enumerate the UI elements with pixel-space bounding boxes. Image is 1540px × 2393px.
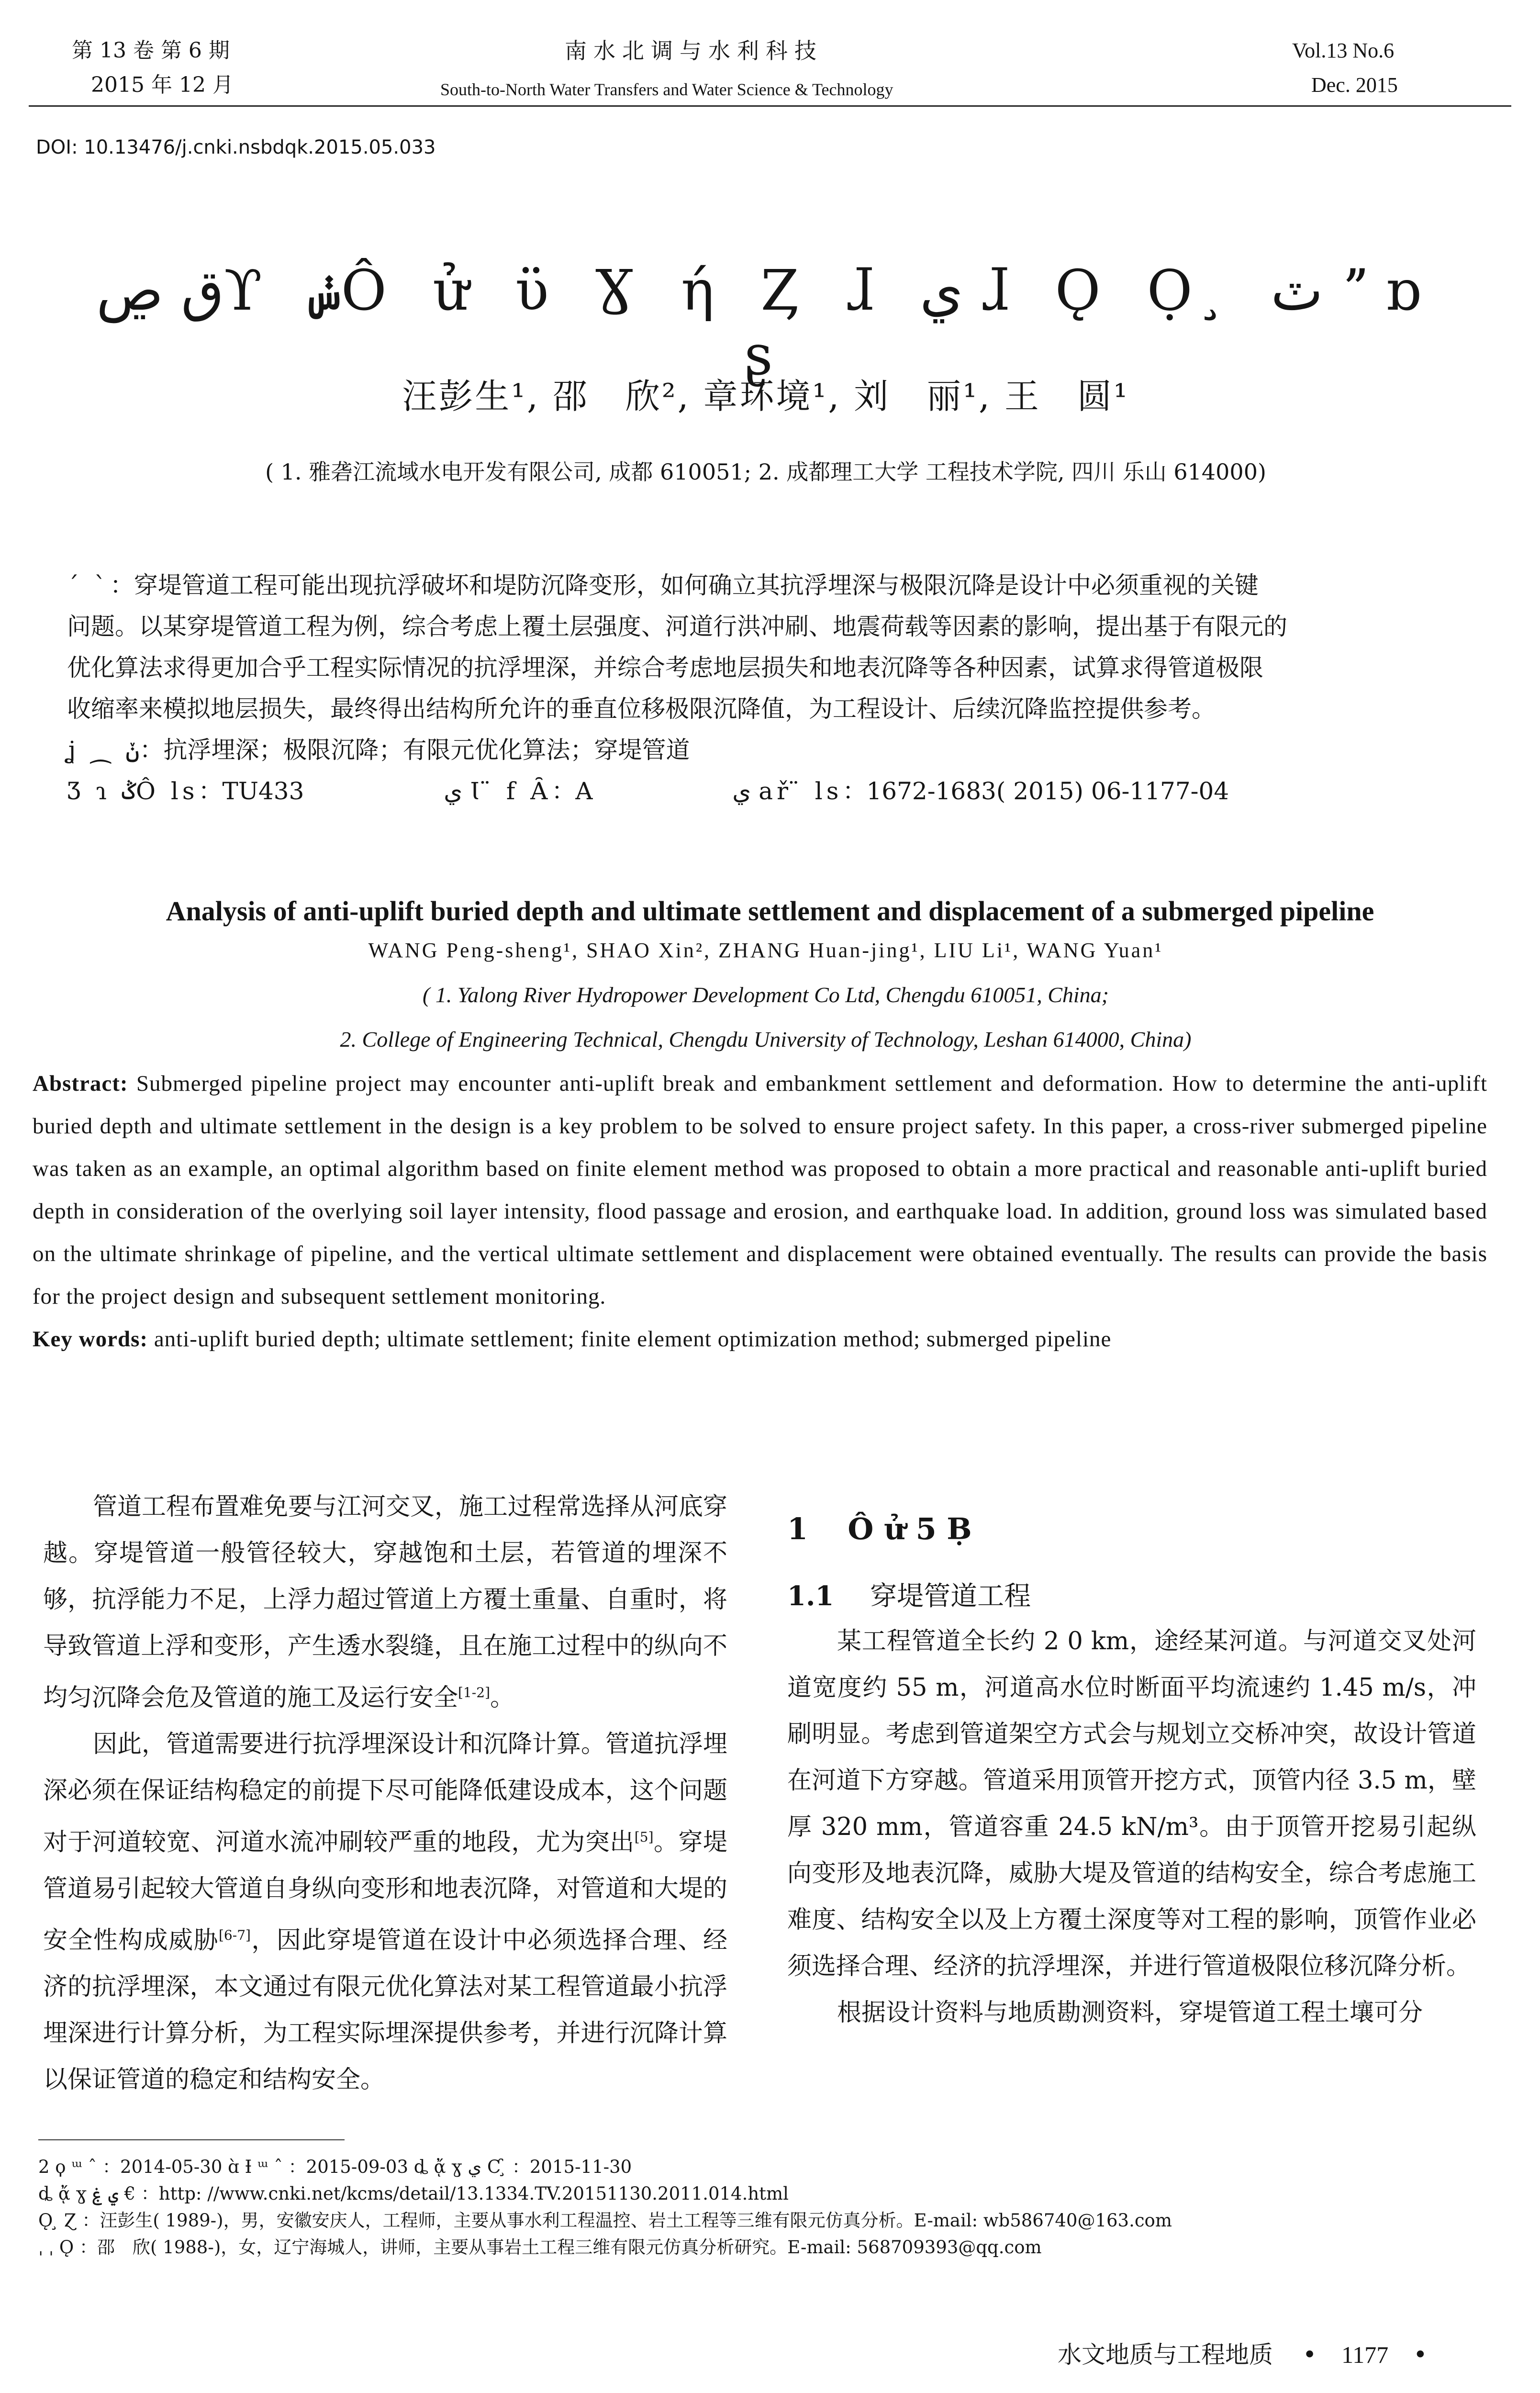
article-id: ：1672-1683( 2015) 06-1177-04 bbox=[842, 777, 1229, 805]
body-paragraph: 因此，管道需要进行抗浮埋深设计和沉降计算。管道抗浮埋深必须在保证结构稳定的前提下尽可能降低建设成本，这个问题对于河道较宽、河道水流冲刷较严重的地段，尤为突出[5]。穿堤管道易引起较大管道自身纵向变形和地表沉降，对管道和大堤的安全性构成威胁[6-7]，因此穿堤管道在设计中必须选择合理、经济的抗浮埋深，本文通过有限元优化算法对某工程管道最小抗浮埋深进行计算分析，为工程实际埋深提供参考，并进行沉降计算以保证管道的稳定和结构安全。 bbox=[43, 1730, 728, 2094]
citation: [5] bbox=[634, 1829, 654, 1845]
abstract-en-text: Submerged pipeline project may encounter anti-uplift break and embankment settlement and deformation. How to determine the anti-uplift buried depth and ultimate settlement in the design is a key problem to be solved to ensure project safety. In this paper, a cross-river submerged pipeline was taken as an example, an optimal algorithm based on finite element method was proposed to obtain a more practical and reasonable anti-uplift buried depth in consideration of the overlying soil layer intensity, flood passage and erosion, and earthquake load. In addition, ground loss was simulated based on the ultimate shrinkage of pipeline, and the vertical ultimate settlement and displacement were obtained eventually. The results can provide the basis for the project design and subsequent settlement monitoring. bbox=[33, 1071, 1487, 1309]
footer-journal: 水文地质与工程地质 bbox=[1058, 2341, 1273, 2369]
abstract-en-label: Abstract: bbox=[33, 1071, 128, 1096]
footnotes bbox=[38, 2154, 1503, 2261]
footer-bullet: • bbox=[1413, 2341, 1428, 2369]
body-right-column bbox=[787, 1503, 1476, 2036]
keywords-en-label: Key words: bbox=[33, 1327, 148, 1352]
body-left-column bbox=[43, 1484, 727, 2103]
footer-bullet: • bbox=[1302, 2341, 1317, 2369]
section-1-1-number: 1.1 bbox=[787, 1580, 834, 1612]
header-journal-cn: 南水北调与水利科技 bbox=[565, 38, 823, 64]
clc-number: ：TU433 bbox=[198, 777, 304, 805]
body-paragraph: 某工程管道全长约 2 0 km，途经某河道。与河道交叉处河道宽度约 55 m，河道高水位时断面平均流速约 1.45 m/s，冲刷明显。考虑到管道架空方式会与规划立交桥冲突，故设计管道在河道下方穿越。管道采用顶管开挖方式，顶管内径 3.5 m，壁厚 320 mm，管道容重 24.5 kN/m³。由于顶管开挖易引起纵向变形及地表沉降，威胁大堤及管道的结构安全，综合考虑施工难度、结构安全以及上方覆土深度等对工程的影响，顶管作业必须选择合理、经济的抗浮埋深，并进行管道极限位移沉降分析。 bbox=[787, 1627, 1476, 1980]
abstract-cn bbox=[67, 565, 1469, 812]
article-id-label: ي ař ̈ ls bbox=[732, 777, 843, 805]
document-code: ：A bbox=[551, 777, 593, 805]
footnote-dates: 2 ϙ ᵚ ˆ ：2014-05-30 ɑ̀ Ɨ ᵚ ˆ ：2015-09-03 ȡ ᾄ ɣ ي Ƈ ̧ ：2015-11-30 bbox=[38, 2157, 632, 2177]
abstract-en bbox=[33, 1062, 1487, 1361]
header-volume-en: Vol.13 No.6 bbox=[1292, 39, 1395, 62]
page-number: 1177 bbox=[1341, 2341, 1389, 2368]
section-1-number: 1 bbox=[787, 1511, 808, 1546]
abstract-cn-line: ：穿堤管道工程可能出现抗浮破坏和堤防沉降变形，如何确立其抗浮埋深与极限沉降是设计中必须重视的关键 bbox=[110, 571, 1259, 599]
keywords-en: anti-uplift buried depth; ultimate settlement; finite element optimization method; submerged pipeline bbox=[154, 1327, 1112, 1352]
article-title-cn: ق ڝϒ ݭÔ ử ϋ Ɣ ή Ȥ ɺ ي ɺ Ǫ Ọ ̧ ٽ ˮ ɒ ʂ bbox=[96, 258, 1435, 388]
keywords-cn-label: ʝ ⁔ ݩ bbox=[67, 736, 140, 764]
citation: [1-2] bbox=[458, 1685, 491, 1700]
abstract-cn-line: 问题。以某穿堤管道工程为例，综合考虑上覆土层强度、河道行洪冲刷、地震荷载等因素的影响，提出基于有限元的 bbox=[67, 613, 1287, 640]
footnote-online-url: ȡ ᾄ ɣ ي ۼ € ：http: //www.cnki.net/kcms/detail/13.1334.TV.20151130.2011.014.html bbox=[38, 2183, 789, 2204]
citation: [6-7] bbox=[218, 1927, 251, 1943]
section-1-title: Ô ử 5 Ḅ bbox=[848, 1511, 972, 1546]
header-date-en: Dec. 2015 bbox=[1311, 73, 1398, 97]
section-1-heading bbox=[787, 1503, 1476, 1555]
body-paragraph: 管道工程布置难免要与江河交叉，施工过程常选择从河底穿越。穿堤管道一般管径较大，穿越饱和土层，若管道的埋深不够，抗浮能力不足，上浮力超过管道上方覆土重量、自重时，将导致管道上浮和变形，产生透水裂缝，且在施工过程中的纵向不均匀沉降会危及管道的施工及运行安全[1-2]。 bbox=[43, 1493, 728, 1712]
footnote-author-1: Ǫ ̧ Ɀ ：汪彭生( 1989-)，男，安徽安庆人，工程师，主要从事水利工程温控、岩土工程等三维有限元仿真分析。E-mail: wb586740@163.com bbox=[38, 2210, 1172, 2231]
abstract-cn-line: 优化算法求得更加合乎工程实际情况的抗浮埋深，并综合考虑地层损失和地表沉降等各种因素，试算求得管道极限 bbox=[67, 654, 1263, 682]
authors-cn: 汪彭生¹, 邵 欣², 章环境¹, 刘 丽¹, 王 圆¹ bbox=[402, 376, 1129, 416]
doi: DOI: 10.13476/j.cnki.nsbdqk.2015.05.033 bbox=[36, 136, 436, 158]
article-title-en: Analysis of anti-uplift buried depth and ultimate settlement and displacement of a submerged pipeline bbox=[166, 895, 1374, 927]
footnote-rule bbox=[38, 2139, 345, 2140]
section-1-1-title: 穿堤管道工程 bbox=[870, 1581, 1031, 1612]
header-date-cn: 2015 年 12 月 bbox=[91, 73, 234, 97]
affiliation-cn: ( 1. 雅砻江流域水电开发有限公司, 成都 610051; 2. 成都理工大学 工程技术学院, 四川 乐山 614000) bbox=[265, 459, 1266, 485]
header-journal-en: South-to-North Water Transfers and Water Science & Technology bbox=[440, 80, 893, 99]
abstract-cn-label: ˊ ˋ bbox=[67, 571, 110, 599]
keywords-cn: ：抗浮埋深；极限沉降；有限元优化算法；穿堤管道 bbox=[139, 736, 690, 764]
page-footer bbox=[1058, 2336, 1428, 2370]
body-paragraph: 根据设计资料与地质勘测资料，穿堤管道工程土壤可分 bbox=[837, 1999, 1423, 2027]
affiliation-en-2: 2. College of Engineering Technical, Chengdu University of Technology, Leshan 614000, China) bbox=[340, 1027, 1192, 1051]
authors-en: WANG Peng-sheng¹, SHAO Xin², ZHANG Huan-jing¹, LIU Li¹, WANG Yuan¹ bbox=[368, 939, 1163, 962]
affiliation-en-1: ( 1. Yalong River Hydropower Development Co Ltd, Chengdu 610051, China; bbox=[423, 983, 1109, 1007]
footnote-author-2: ˌ ˌ Ǫ ：邵 欣( 1988-)，女，辽宁海城人，讲师，主要从事岩土工程三维有限元仿真分析研究。E-mail: 568709393@qq.com bbox=[38, 2237, 1042, 2258]
clc-number-label: Ʒ ɿ ݣÔ ls bbox=[67, 777, 199, 805]
header-volume-cn: 第 13 卷 第 6 期 bbox=[72, 38, 230, 63]
header-rule bbox=[29, 105, 1511, 107]
abstract-cn-line: 收缩率来模拟地层损失，最终得出结构所允许的垂直位移极限沉降值，为工程设计、后续沉降监控提供参考。 bbox=[67, 695, 1216, 723]
document-code-label: ي Ɩ ̈ f Ȃ bbox=[444, 777, 552, 805]
section-1-1-heading bbox=[787, 1575, 1476, 1618]
